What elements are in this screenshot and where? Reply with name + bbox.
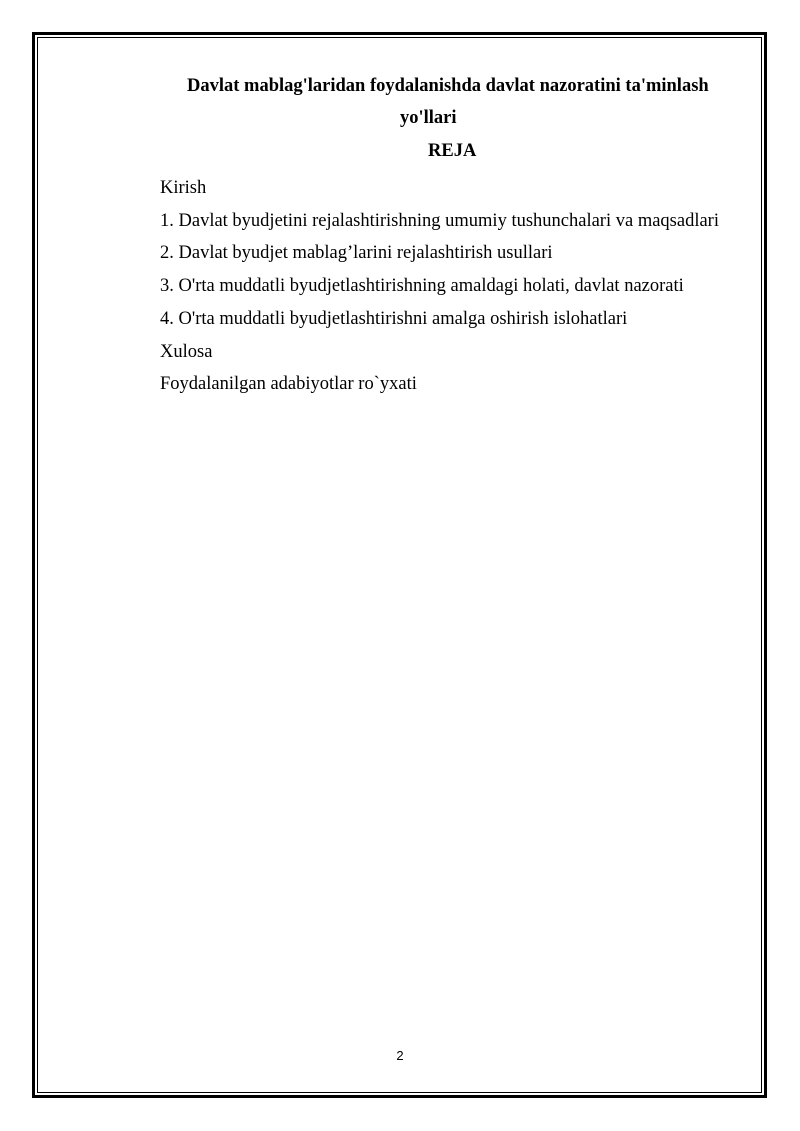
plan-item-conclusion: Xulosa	[160, 341, 213, 362]
plan-heading: REJA	[428, 141, 477, 161]
document-title-line-1: Davlat mablag'laridan foydalanishda davlat nazoratini ta'minlash	[187, 76, 709, 96]
plan-item-1: 1. Davlat byudjetini rejalashtirishning umumiy tushunchalari va maqsadlari	[160, 210, 719, 231]
plan-item-3: 3. O'rta muddatli byudjetlashtirishning amaldagi holati, davlat nazorati	[160, 276, 684, 297]
plan-item-2: 2. Davlat byudjet mablag’larini rejalashtirish usullari	[160, 243, 553, 264]
plan-item-introduction: Kirish	[160, 178, 207, 198]
page-number: 2	[396, 1048, 404, 1063]
plan-item-references: Foydalanilgan adabiyotlar ro`yxati	[160, 374, 417, 395]
document-title-line-2: yo'llari	[400, 108, 457, 128]
plan-list	[160, 172, 719, 401]
plan-item-4: 4. O'rta muddatli byudjetlashtirishni amalga oshirish islohatlari	[160, 308, 628, 329]
